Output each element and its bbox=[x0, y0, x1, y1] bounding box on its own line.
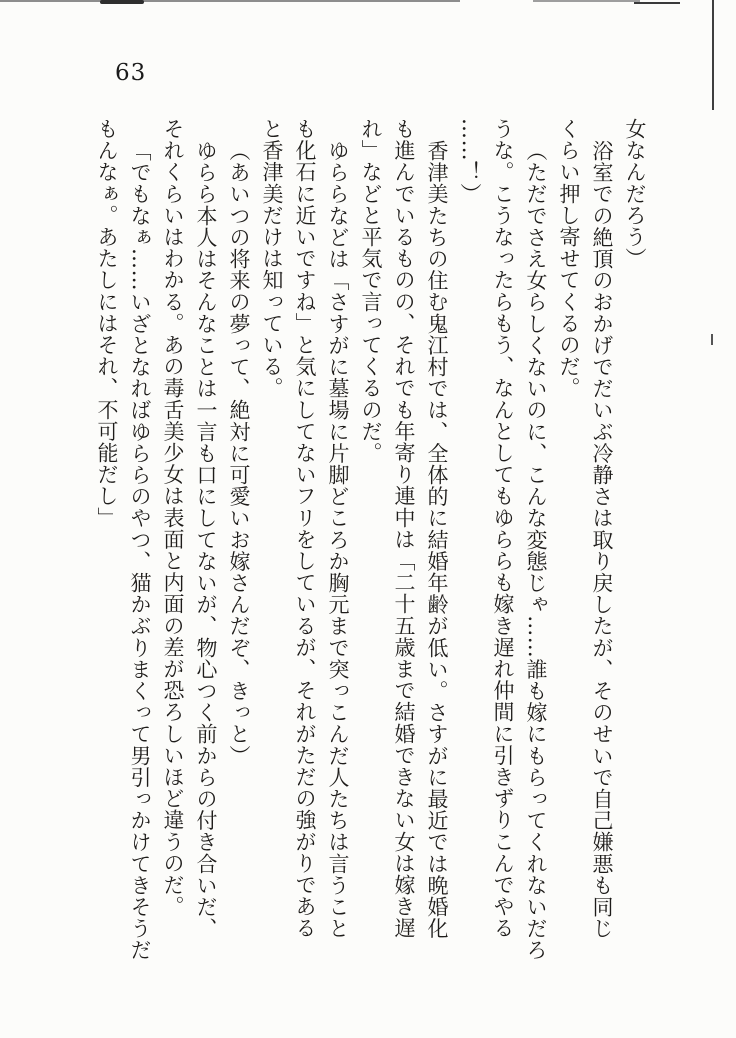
text-column: も進んでいるものの、それでも年寄り連中は「二十五歳まで結婚できない女は嫁き遅 bbox=[392, 118, 416, 939]
text-column: ……！） bbox=[458, 118, 482, 205]
text-column: と香津美だけは知っている。 bbox=[260, 118, 284, 399]
scan-top-edge-mark bbox=[100, 0, 144, 4]
text-column: （あいつの将来の夢って、絶対に可愛いお嫁さんだぞ、きっと） bbox=[227, 140, 251, 767]
text-column: もんなぁ。あたしにはそれ、不可能だし」 bbox=[95, 118, 119, 529]
text-column: 「でもなぁ……いざとなればゆららのやつ、猫かぶりまくって男引っかけてきそうだ bbox=[128, 140, 152, 961]
text-column: も化石に近いですね」と気にしてないフリをしているが、それがただの強がりである bbox=[293, 118, 317, 939]
scan-right-edge-dash bbox=[711, 334, 713, 345]
text-column: （ただでさえ女らしくないのに、こんな変態じゃ……誰も嫁にもらってくれないだろ bbox=[524, 140, 548, 961]
text-column: 香津美たちの住む鬼江村では、全体的に結婚年齢が低い。さすがに最近では晩婚化 bbox=[425, 140, 449, 940]
text-column: 女なんだろう） bbox=[623, 118, 647, 270]
text-column: 浴室での絶頂のおかげでだいぶ冷静さは取り戻したが、そのせいで自己嫌悪も同じ bbox=[590, 140, 614, 940]
scan-top-edge-line-2 bbox=[533, 0, 640, 2]
text-column: れ」などと平気で言ってくるのだ。 bbox=[359, 118, 383, 464]
scan-right-edge-line bbox=[712, 0, 714, 110]
page-number: 63 bbox=[115, 60, 147, 86]
text-column: ゆらら本人はそんなことは一言も口にしてないが、物心つく前からの付き合いだ、 bbox=[194, 140, 218, 940]
scan-top-edge-line bbox=[0, 0, 460, 2]
text-column: くらい押し寄せてくるのだ。 bbox=[557, 118, 581, 399]
text-column: うな。こうなったらもう、なんとしてもゆららも嫁き遅れ仲間に引きずりこんでやる bbox=[491, 118, 515, 939]
text-column: それくらいはわかる。あの毒舌美少女は表面と内面の差が恐ろしいほど違うのだ。 bbox=[161, 118, 185, 918]
scan-top-edge-line-3 bbox=[634, 2, 680, 4]
vertical-text-block bbox=[90, 118, 651, 980]
text-column: ゆららなどは「さすがに墓場に片脚どころか胸元まで突っこんだ人たちは言うこと bbox=[326, 140, 350, 940]
